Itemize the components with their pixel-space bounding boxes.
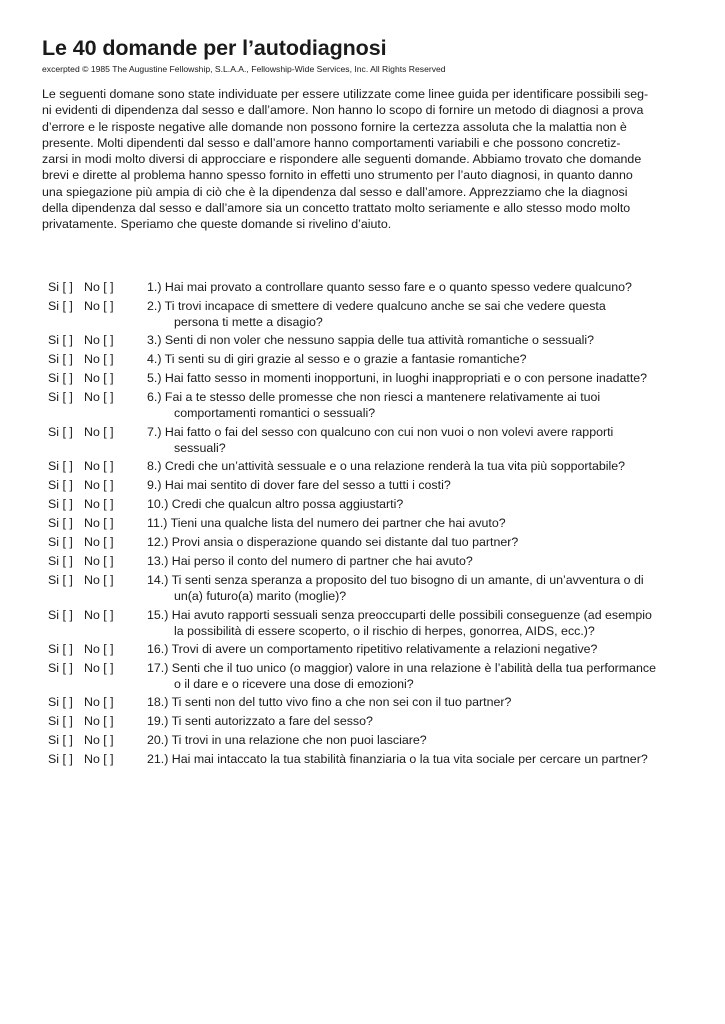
question-text <box>147 496 707 512</box>
question-text <box>147 458 707 474</box>
no-checkbox[interactable]: No [ ] <box>84 352 114 366</box>
question-line: 2.) Ti trovi incapace di smettere di vedere qualcuno anche se sai che vedere questa <box>147 299 606 313</box>
question-line: 8.) Credi che un’attività sessuale e o una relazione renderà la tua vita più sopportabile? <box>147 459 626 473</box>
question-line: 6.) Fai a te stesso delle promesse che non riesci a mantenere relativamente ai tuoi <box>147 390 601 404</box>
question-text <box>147 351 707 367</box>
no-checkbox[interactable]: No [ ] <box>84 733 114 747</box>
no-checkbox[interactable]: No [ ] <box>84 642 114 656</box>
si-checkbox[interactable]: Si [ ] <box>48 733 73 747</box>
question-line: 11.) Tieni una qualche lista del numero dei partner che hai avuto? <box>147 516 506 530</box>
intro-line: d’errore e le risposte negative alle domande non possono fornire la certezza assoluta che la malattia non è <box>42 119 627 134</box>
intro-line: una spiegazione più ampia di ciò che è la dipendenza dal sesso e dall’amore. Apprezziamo che la diagnosi <box>42 184 628 199</box>
no-checkbox[interactable]: No [ ] <box>84 695 114 709</box>
no-checkbox[interactable]: No [ ] <box>84 714 114 728</box>
intro-line: privatamente. Speriamo che queste domande si rivelino d’aiuto. <box>42 217 392 232</box>
question-text <box>147 424 707 457</box>
no-checkbox[interactable]: No [ ] <box>84 425 114 439</box>
question-line: 10.) Credi che qualcun altro possa aggiustarti? <box>147 497 404 511</box>
si-checkbox[interactable]: Si [ ] <box>48 535 73 549</box>
no-checkbox[interactable]: No [ ] <box>84 661 114 675</box>
question-line: la possibilità di essere scoperto, o il rischio di herpes, gonorrea, AIDS, ecc.)? <box>174 624 595 639</box>
si-checkbox[interactable]: Si [ ] <box>48 554 73 568</box>
question-text <box>147 660 707 693</box>
question-text <box>147 298 707 331</box>
question-line: 4.) Ti senti su di giri grazie al sesso e o grazie a fantasie romantiche? <box>147 352 527 366</box>
question-line: 19.) Ti senti autorizzato a fare del sesso? <box>147 714 373 728</box>
question-text <box>147 370 707 386</box>
question-text <box>147 732 707 748</box>
si-checkbox[interactable]: Si [ ] <box>48 516 73 530</box>
question-line: persona ti mette a disagio? <box>174 315 323 330</box>
question-text <box>147 515 707 531</box>
intro-line: ni evidenti di dipendenza dal sesso e dall’amore. Non hanno lo scopo di fornire un metodo di diagnosi a prova <box>42 103 644 118</box>
no-checkbox[interactable]: No [ ] <box>84 371 114 385</box>
question-text <box>147 477 707 493</box>
page-title: Le 40 domande per l’autodiagnosi <box>42 36 387 60</box>
question-text <box>147 751 707 767</box>
question-text <box>147 713 707 729</box>
question-line: 1.) Hai mai provato a controllare quanto sesso fare e o quanto spesso vedere qualcuno? <box>147 280 632 294</box>
question-text <box>147 572 707 605</box>
question-line: 15.) Hai avuto rapporti sessuali senza preoccuparti delle possibili conseguenze (ad esempio <box>147 608 652 622</box>
question-line: 3.) Senti di non voler che nessuno sappia delle tua attività romantiche o sessuali? <box>147 333 595 347</box>
intro-line: della dipendenza dal sesso e dall’amore sia un concetto trattato molto seriamente e allo stesso modo molto <box>42 201 631 216</box>
question-text <box>147 641 707 657</box>
si-checkbox[interactable]: Si [ ] <box>48 714 73 728</box>
no-checkbox[interactable]: No [ ] <box>84 459 114 473</box>
no-checkbox[interactable]: No [ ] <box>84 752 114 766</box>
question-text <box>147 332 707 348</box>
question-line: 5.) Hai fatto sesso in momenti inopportuni, in luoghi inappropriati e o con persone inadatte? <box>147 371 648 385</box>
no-checkbox[interactable]: No [ ] <box>84 554 114 568</box>
si-checkbox[interactable]: Si [ ] <box>48 333 73 347</box>
question-line: o il dare e o ricevere una dose di emozioni? <box>174 677 414 692</box>
question-line: 14.) Ti senti senza speranza a proposito del tuo bisogno di un amante, di un’avventura o di <box>147 573 644 587</box>
si-checkbox[interactable]: Si [ ] <box>48 752 73 766</box>
copyright-notice: excerpted © 1985 The Augustine Fellowship, S.L.A.A., Fellowship-Wide Services, Inc. All Rights Reserved <box>42 64 446 74</box>
question-text <box>147 694 707 710</box>
intro-line: zarsi in modi molto diversi di approcciare e rispondere alle seguenti domande. Abbiamo trovato che domande <box>42 152 642 167</box>
si-checkbox[interactable]: Si [ ] <box>48 695 73 709</box>
si-checkbox[interactable]: Si [ ] <box>48 299 73 313</box>
si-checkbox[interactable]: Si [ ] <box>48 371 73 385</box>
si-checkbox[interactable]: Si [ ] <box>48 478 73 492</box>
question-line: 21.) Hai mai intaccato la tua stabilità finanziaria o la tua vita sociale per cercare un partner? <box>147 752 648 766</box>
question-text <box>147 389 707 422</box>
no-checkbox[interactable]: No [ ] <box>84 390 114 404</box>
no-checkbox[interactable]: No [ ] <box>84 478 114 492</box>
question-line: 13.) Hai perso il conto del numero di partner che hai avuto? <box>147 554 473 568</box>
no-checkbox[interactable]: No [ ] <box>84 608 114 622</box>
intro-line: Le seguenti domane sono state individuate per essere utilizzate come linee guida per identificare possibili seg- <box>42 87 649 101</box>
no-checkbox[interactable]: No [ ] <box>84 280 114 294</box>
si-checkbox[interactable]: Si [ ] <box>48 459 73 473</box>
question-line: un(a) futuro(a) marito (moglie)? <box>174 589 347 604</box>
no-checkbox[interactable]: No [ ] <box>84 299 114 313</box>
intro-paragraph <box>42 86 692 233</box>
no-checkbox[interactable]: No [ ] <box>84 516 114 530</box>
question-line: 9.) Hai mai sentito di dover fare del sesso a tutti i costi? <box>147 478 451 492</box>
question-line: 20.) Ti trovi in una relazione che non puoi lasciare? <box>147 733 427 747</box>
question-line: comportamenti romantici o sessuali? <box>174 406 376 421</box>
question-line: sessuali? <box>174 441 226 456</box>
question-line: 17.) Senti che il tuo unico (o maggior) valore in una relazione è l’abilità della tua performance <box>147 661 656 675</box>
no-checkbox[interactable]: No [ ] <box>84 497 114 511</box>
si-checkbox[interactable]: Si [ ] <box>48 608 73 622</box>
question-text <box>147 279 707 295</box>
no-checkbox[interactable]: No [ ] <box>84 333 114 347</box>
question-line: 18.) Ti senti non del tutto vivo fino a che non sei con il tuo partner? <box>147 695 512 709</box>
question-line: 7.) Hai fatto o fai del sesso con qualcuno con cui non vuoi o non volevi avere rapporti <box>147 425 614 439</box>
intro-line: brevi e dirette al problema hanno spesso fornito in effetti uno strumento per l’auto diagnosi, in quanto danno <box>42 168 633 183</box>
si-checkbox[interactable]: Si [ ] <box>48 425 73 439</box>
no-checkbox[interactable]: No [ ] <box>84 535 114 549</box>
question-line: 12.) Provi ansia o disperazione quando sei distante dal tuo partner? <box>147 535 519 549</box>
si-checkbox[interactable]: Si [ ] <box>48 352 73 366</box>
no-checkbox[interactable]: No [ ] <box>84 573 114 587</box>
question-text <box>147 534 707 550</box>
si-checkbox[interactable]: Si [ ] <box>48 280 73 294</box>
intro-line: presente. Molti dipendenti dal sesso e dall’amore hanno comportamenti variabili e che possono concretiz- <box>42 135 621 150</box>
si-checkbox[interactable]: Si [ ] <box>48 390 73 404</box>
si-checkbox[interactable]: Si [ ] <box>48 497 73 511</box>
si-checkbox[interactable]: Si [ ] <box>48 642 73 656</box>
si-checkbox[interactable]: Si [ ] <box>48 573 73 587</box>
si-checkbox[interactable]: Si [ ] <box>48 661 73 675</box>
question-text <box>147 607 707 640</box>
question-text <box>147 553 707 569</box>
question-line: 16.) Trovi di avere un comportamento ripetitivo relativamente a relazioni negative? <box>147 642 598 656</box>
